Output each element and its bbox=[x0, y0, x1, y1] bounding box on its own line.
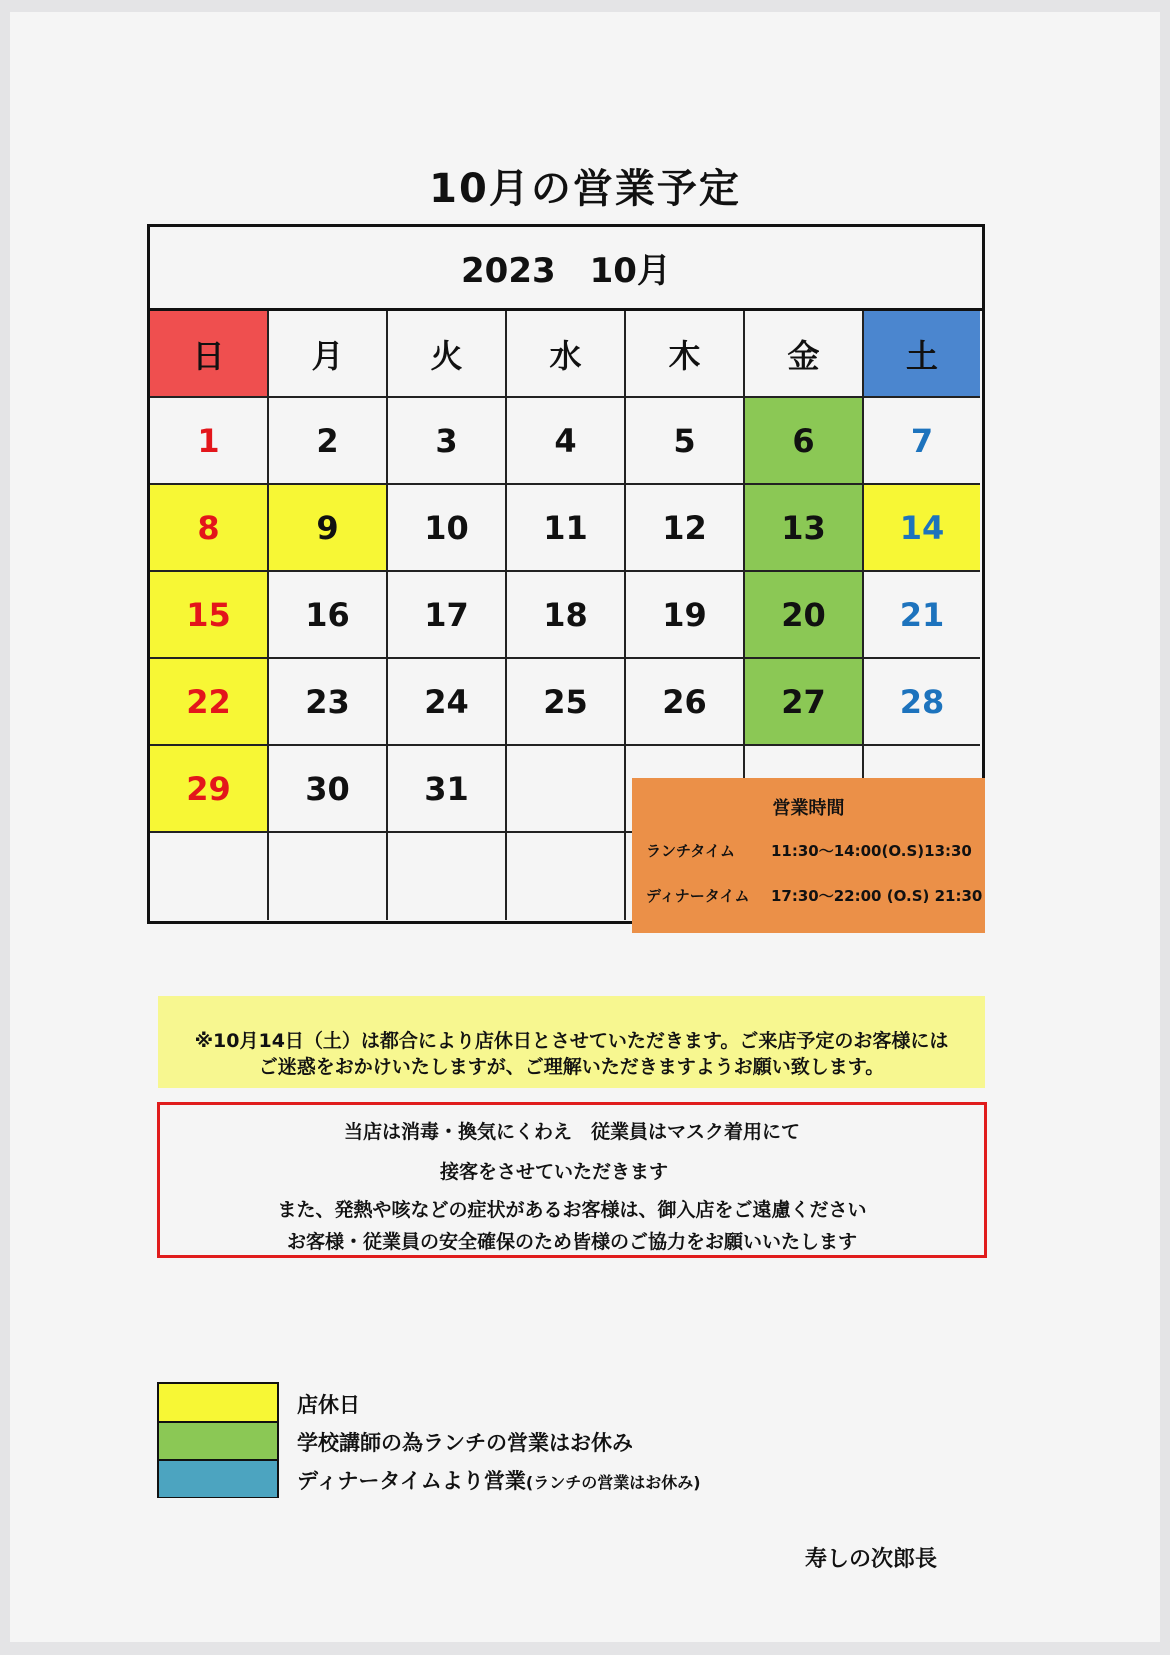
legend-swatch-dinner-only bbox=[159, 1459, 277, 1497]
lunch-hours bbox=[646, 840, 972, 861]
calendar-day: 5 bbox=[626, 398, 745, 485]
calendar-day: 10 bbox=[388, 485, 507, 572]
dinner-hours bbox=[646, 885, 982, 906]
calendar-day: 3 bbox=[388, 398, 507, 485]
dinner-label: ディナータイム bbox=[646, 887, 750, 905]
weekday-header: 木 bbox=[626, 311, 745, 398]
calendar-day: 16 bbox=[269, 572, 388, 659]
weekday-header: 日 bbox=[150, 311, 269, 398]
business-hours-title: 営業時間 bbox=[772, 798, 845, 819]
dinner-time: 17:30～22:00 (O.S) 21:30 bbox=[771, 887, 983, 905]
legend-dinner-only-label bbox=[297, 1465, 701, 1495]
calendar-day: 26 bbox=[626, 659, 745, 746]
calendar-day: 13 bbox=[745, 485, 864, 572]
lunch-label: ランチタイム bbox=[646, 842, 735, 860]
legend-dinner-only-note: (ランチの営業はお休み) bbox=[525, 1473, 701, 1492]
calendar-empty-cell bbox=[150, 833, 269, 920]
calendar-day: 21 bbox=[864, 572, 980, 659]
covid-line1: 当店は消毒・換気にくわえ 従業員はマスク着用にて bbox=[343, 1121, 800, 1143]
weekday-header: 火 bbox=[388, 311, 507, 398]
covid-line2: 接客をさせていただきます bbox=[440, 1161, 669, 1183]
calendar-day: 8 bbox=[150, 485, 269, 572]
covid-line3: また、発熱や咳などの症状があるお客様は、御入店をご遠慮ください bbox=[277, 1199, 867, 1221]
calendar-day: 17 bbox=[388, 572, 507, 659]
calendar-day: 30 bbox=[269, 746, 388, 833]
legend-swatch-lunch-closed bbox=[159, 1421, 277, 1459]
business-hours-box bbox=[632, 778, 985, 933]
calendar-header: 2023 10月 bbox=[150, 227, 982, 311]
calendar-day: 27 bbox=[745, 659, 864, 746]
calendar-day: 20 bbox=[745, 572, 864, 659]
calendar-day: 25 bbox=[507, 659, 626, 746]
calendar-day: 24 bbox=[388, 659, 507, 746]
calendar-day: 11 bbox=[507, 485, 626, 572]
calendar-day: 28 bbox=[864, 659, 980, 746]
calendar-empty-cell bbox=[269, 833, 388, 920]
calendar-day: 9 bbox=[269, 485, 388, 572]
legend-swatch-closed bbox=[159, 1384, 277, 1421]
covid-line4: お客様・従業員の安全確保のため皆様のご協力をお願いいたします bbox=[286, 1231, 857, 1253]
page-title: 10月の営業予定 bbox=[429, 166, 741, 212]
calendar-empty-cell bbox=[507, 833, 626, 920]
calendar-day: 22 bbox=[150, 659, 269, 746]
calendar-day: 15 bbox=[150, 572, 269, 659]
weekday-header: 水 bbox=[507, 311, 626, 398]
calendar-empty-cell bbox=[388, 833, 507, 920]
legend-dinner-only-text: ディナータイムより営業 bbox=[297, 1469, 526, 1493]
closure-notice bbox=[158, 996, 985, 1088]
calendar-day: 1 bbox=[150, 398, 269, 485]
weekday-header: 金 bbox=[745, 311, 864, 398]
legend-closed-label: 店休日 bbox=[297, 1393, 360, 1417]
closure-notice-line1: ※10月14日（土）は都合により店休日とさせていただきます。ご来店予定のお客様には bbox=[194, 1030, 949, 1052]
calendar-day: 7 bbox=[864, 398, 980, 485]
lunch-time: 11:30～14:00(O.S)13:30 bbox=[771, 842, 972, 860]
legend-lunch-closed-label: 学校講師の為ランチの営業はお休み bbox=[297, 1431, 633, 1455]
calendar-day: 23 bbox=[269, 659, 388, 746]
calendar-day: 18 bbox=[507, 572, 626, 659]
calendar-empty-cell bbox=[507, 746, 626, 833]
calendar-day: 6 bbox=[745, 398, 864, 485]
legend-swatches bbox=[157, 1382, 279, 1498]
calendar-day: 12 bbox=[626, 485, 745, 572]
covid-notice bbox=[157, 1102, 987, 1258]
weekday-header: 土 bbox=[864, 311, 980, 398]
calendar-day: 14 bbox=[864, 485, 980, 572]
weekday-header: 月 bbox=[269, 311, 388, 398]
calendar-day: 31 bbox=[388, 746, 507, 833]
calendar-day: 19 bbox=[626, 572, 745, 659]
restaurant-signature: 寿しの次郎長 bbox=[805, 1547, 938, 1572]
calendar-day: 29 bbox=[150, 746, 269, 833]
calendar-day: 2 bbox=[269, 398, 388, 485]
page bbox=[10, 12, 1160, 1642]
closure-notice-line2: ご迷惑をおかけいたしますが、ご理解いただきますようお願い致します。 bbox=[258, 1056, 885, 1078]
calendar-day: 4 bbox=[507, 398, 626, 485]
